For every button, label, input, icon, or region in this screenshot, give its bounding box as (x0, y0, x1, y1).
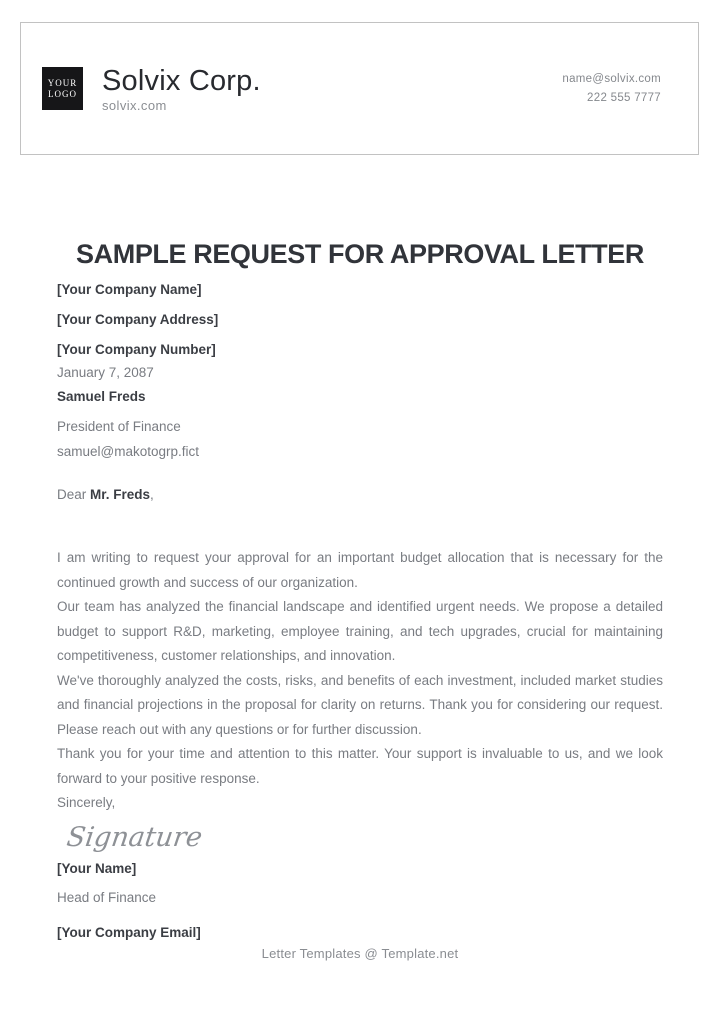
company-number-placeholder: [Your Company Number] (57, 342, 216, 357)
body-paragraph-3: We've thoroughly analyzed the costs, risks, and benefits of each investment, included market studies and financial projections in the proposal for clarity on returns. Thank you for considering our request. Please reach out with any questions or for further discussion. (57, 672, 663, 737)
company-logo (42, 67, 83, 110)
letterhead (20, 22, 699, 155)
salutation-prefix: Dear (57, 487, 91, 502)
body-paragraph-1: I am writing to request your approval for an important budget allocation that is necessary for the continued growth and success of our organization. (57, 550, 663, 590)
sender-email-placeholder: [Your Company Email] (57, 925, 201, 940)
letter-title: SAMPLE REQUEST FOR APPROVAL LETTER (76, 239, 644, 269)
footer-credit: Letter Templates @ Template.net (261, 946, 459, 961)
company-name-placeholder: [Your Company Name] (57, 282, 202, 297)
salutation-name: Mr. Freds (90, 487, 151, 502)
sender-name-placeholder: [Your Name] (57, 861, 137, 876)
logo-text-line1: YOUR (47, 77, 78, 88)
body-paragraph-4: Thank you for your time and attention to this matter. Your support is invaluable to us, and we look forward to your positive response. (57, 746, 663, 786)
sender-title: Head of Finance (57, 890, 157, 905)
company-address-placeholder: [Your Company Address] (57, 312, 219, 327)
recipient-name: Samuel Freds (57, 389, 146, 404)
letter-body (57, 546, 663, 791)
body-paragraph-2: Our team has analyzed the financial landscape and identified urgent needs. We propose a detailed budget to support R&D, marketing, employee training, and tech upgrades, crucial for maintaining competitiveness, customer relationships, and innovation. (57, 599, 663, 663)
salutation (57, 488, 663, 502)
contact-block (562, 70, 661, 108)
signoff-block (57, 862, 201, 940)
contact-email: name@solvix.com (562, 72, 661, 85)
company-name: Solvix Corp. (102, 64, 261, 97)
letter-date: January 7, 2087 (57, 365, 154, 380)
contact-phone: 222 555 7777 (587, 91, 661, 104)
company-website: solvix.com (102, 97, 167, 113)
logo-text-line2: LOGO (48, 88, 77, 99)
brand-block (102, 65, 261, 113)
recipient-email: samuel@makotogrp.fict (57, 444, 200, 459)
salutation-suffix: , (150, 487, 154, 502)
signature-image: Signature (64, 821, 205, 853)
recipient-title: President of Finance (57, 419, 181, 434)
letter-content (57, 283, 663, 853)
closing: Sincerely, (57, 795, 116, 810)
